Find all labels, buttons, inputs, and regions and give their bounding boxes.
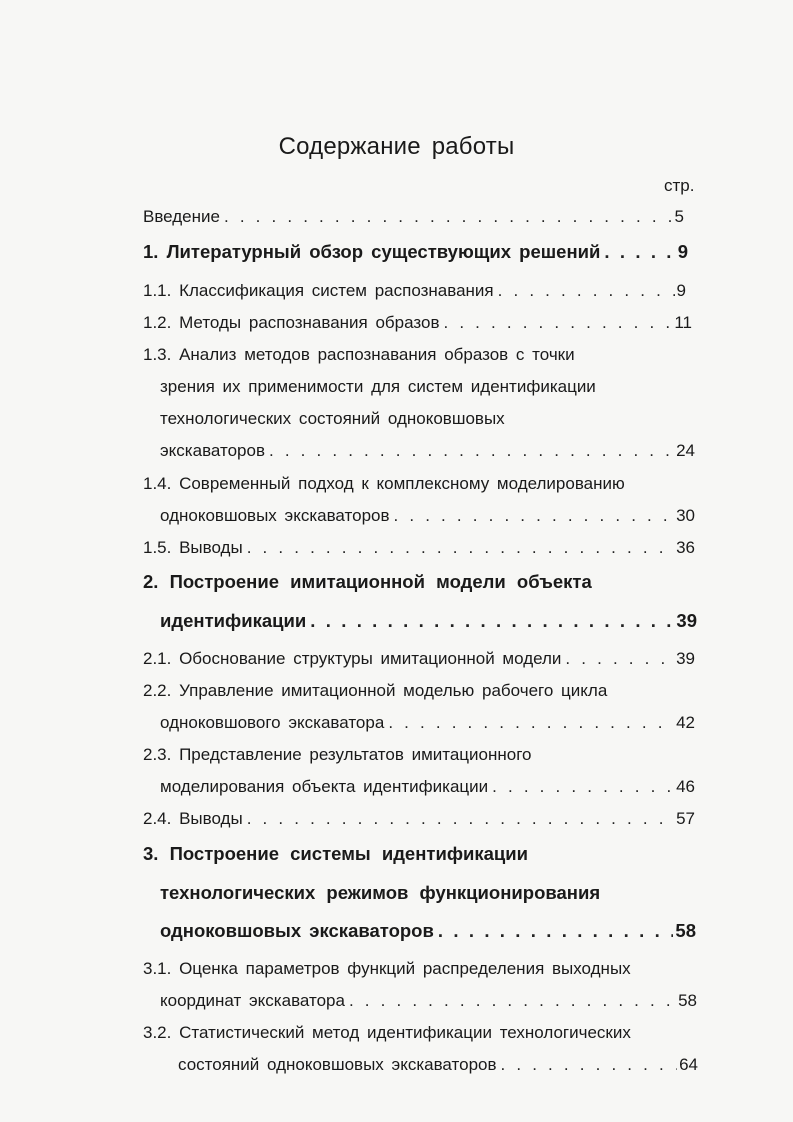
dot-leader <box>604 241 675 263</box>
toc-entry-title: координат экскаватора <box>160 991 345 1010</box>
toc-entry-3-2-line-1: 3.2. Статистический метод идентификации технологических <box>143 1023 631 1042</box>
toc-entry-1-1 <box>143 280 686 302</box>
toc-entry-3-1 <box>160 990 697 1012</box>
toc-entry-title: 2.1. Обоснование структуры имитационной модели <box>143 649 562 668</box>
toc-entry-title: одноковшовых экскаваторов <box>160 506 390 525</box>
toc-entry-1-3-line-1: 1.3. Анализ методов распознавания образов с точки <box>143 345 575 364</box>
toc-entry-title: 1.5. Выводы <box>143 538 243 557</box>
toc-page-number: 39 <box>676 649 695 668</box>
toc-entry-title: состояний одноковшовых экскаваторов <box>178 1055 497 1074</box>
toc-entry-intro <box>143 206 684 228</box>
toc-chapter-3-line-2: технологических режимов функционирования <box>160 882 601 903</box>
toc-entry-title: одноковшового экскаватора <box>160 713 385 732</box>
toc-chapter-2 <box>160 610 697 632</box>
toc-page-number: 11 <box>674 313 692 332</box>
toc-page-number: 9 <box>676 281 686 300</box>
dot-leader <box>498 280 675 302</box>
toc-entry-2-2-line-1: 2.2. Управление имитационной моделью рабочего цикла <box>143 681 608 700</box>
toc-chapter-3-line-1: 3. Построение системы идентификации <box>143 843 529 864</box>
toc-page-number: 64 <box>679 1055 698 1074</box>
dot-leader <box>247 808 674 830</box>
toc-page-number: 58 <box>678 991 697 1010</box>
toc-entry-title: одноковшовых экскаваторов <box>160 920 434 941</box>
toc-page-number: 5 <box>674 207 684 226</box>
dot-leader <box>492 776 674 798</box>
toc-chapter-1 <box>143 241 688 263</box>
toc-entry-title: 2.4. Выводы <box>143 809 243 828</box>
toc-entry-title: экскаваторов <box>160 441 265 460</box>
toc-entry-3-1-line-1: 3.1. Оценка параметров функций распределения выходных <box>143 959 631 978</box>
dot-leader <box>349 990 676 1012</box>
toc-entry-2-4 <box>143 808 695 830</box>
toc-entry-1-3-line-3: технологических состояний одноковшовых <box>160 409 505 428</box>
toc-entry-2-3-line-1: 2.3. Представление результатов имитационного <box>143 745 532 764</box>
toc-chapter-3 <box>160 920 696 942</box>
toc-entry-1-5 <box>143 537 695 559</box>
toc-entry-2-1 <box>143 648 695 670</box>
toc-entry-title: 1. Литературный обзор существующих решений <box>143 241 601 262</box>
toc-page-number: 58 <box>675 920 696 941</box>
toc-entry-1-3 <box>160 440 695 462</box>
toc-entry-3-2 <box>178 1054 698 1076</box>
toc-chapter-2-line-1: 2. Построение имитационной модели объекта <box>143 571 592 592</box>
page-title: Содержание работы <box>278 133 515 160</box>
toc-entry-title: моделирования объекта идентификации <box>160 777 489 796</box>
toc-page-number: 42 <box>676 713 695 732</box>
toc-page-number: 39 <box>676 610 697 631</box>
toc-entry-title: 1.1. Классификация систем распознавания <box>143 281 494 300</box>
dot-leader <box>310 610 674 632</box>
toc-page-number: 24 <box>676 441 695 460</box>
toc-entry-1-3-line-2: зрения их применимости для систем идентификации <box>160 377 596 396</box>
toc-page-number: 57 <box>676 809 695 828</box>
dot-leader <box>501 1054 678 1076</box>
dot-leader <box>565 648 674 670</box>
toc-entry-1-4-line-1: 1.4. Современный подход к комплексному моделированию <box>143 474 625 493</box>
toc-page-number: 30 <box>676 506 695 525</box>
toc-entry-title: 1.2. Методы распознавания образов <box>143 313 440 332</box>
toc-entry-title: идентификации <box>160 610 307 631</box>
dot-leader <box>438 920 674 942</box>
dot-leader <box>224 206 673 228</box>
toc-entry-title: Введение <box>143 207 220 226</box>
toc-page-number: 9 <box>677 241 688 262</box>
toc-entry-1-4 <box>160 505 695 527</box>
dot-leader <box>443 312 672 334</box>
page-column-label: стр. <box>664 176 695 195</box>
toc-entry-1-2 <box>143 312 692 334</box>
dot-leader <box>388 712 674 734</box>
toc-page-number: 36 <box>676 538 695 557</box>
toc-entry-2-3 <box>160 776 695 798</box>
dot-leader <box>247 537 674 559</box>
dot-leader <box>394 505 675 527</box>
toc-page-number: 46 <box>676 777 695 796</box>
toc-entry-2-2 <box>160 712 695 734</box>
dot-leader <box>269 440 674 462</box>
